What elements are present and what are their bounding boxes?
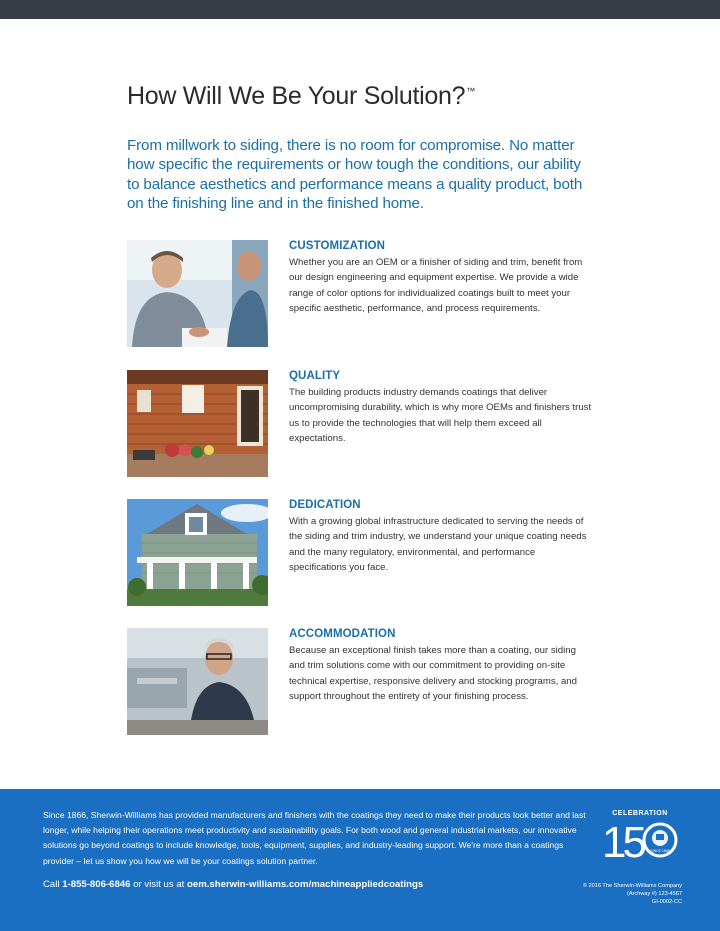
phone-number[interactable]: 1-855-806-6846 [62,879,131,890]
section-body: With a growing global infrastructure dedicated to serving the needs of the siding and trim industry, we understand your unique coating needs and the many regulatory, environmental, and performance specifications you face. [289,516,587,574]
svg-text:15: 15 [602,818,643,867]
document-code: GI-0002-CC [651,899,682,906]
top-bar [0,0,720,19]
footer [0,789,720,931]
section-heading: CUSTOMIZATION [289,240,386,252]
customization-photo [127,240,268,347]
section-quality [127,370,607,485]
footer-contact [43,879,423,890]
website-link[interactable]: oem.sherwin-williams.com/machineappliedcoatings [187,879,424,890]
trademark-mark: ™ [466,86,475,96]
section-body: The building products industry demands coatings that deliver uncompromising durability, which is why more OEMs and finishers trust us to provide the technologies that will help them exceed all expectations. [289,387,592,445]
section-customization [127,240,607,355]
quality-photo [127,370,268,477]
section-body: Because an exceptional finish takes more than a coating, our siding and trim solutions come with our commitment to providing on-site technical expertise, responsive delivery and stocking programs, and support throughout the entirety of your finishing process. [289,645,577,703]
section-heading: DEDICATION [289,499,361,511]
section-heading: QUALITY [289,370,341,382]
section-body: Whether you are an OEM or a finisher of siding and trim, benefit from our design engineering and equipment expertise. We provide a wide range of color options for individualized coatings built to meet your specific aesthetic, performance, and process requirements. [289,257,583,315]
page-title [127,82,475,111]
section-dedication [127,499,607,614]
section-accommodation [127,628,607,743]
intro-paragraph: From millwork to siding, there is no room for compromise. No matter how specific the requirements or how tough the conditions, our ability to balance aesthetics and performance means a quality product, both on the finishing line and in the finished home. [127,137,583,213]
svg-text:CELEBRATION: CELEBRATION [612,810,668,817]
call-label: Call [43,879,60,890]
celebration-150-logo [600,807,680,867]
section-heading: ACCOMMODATION [289,628,396,640]
visit-label: or visit us at [133,879,185,890]
footer-about-text: Since 1866, Sherwin-Williams has provided manufacturers and finishers with the coatings they need to make their products look better and last longer, while helping their operations meet productivity and sustainability goals. For both wood and general industrial markets, our innovative solutions go beyond coatings to include knowledge, tools, equipment, supplies, and industry-leading support. We're more than a coatings provider – let us show you how we will be your coatings solution partner. [43,810,586,866]
accommodation-photo [127,628,268,735]
footer-legal [583,882,682,907]
page-title-text: How Will We Be Your Solution? [127,82,466,110]
svg-text:SINCE 1866: SINCE 1866 [650,849,670,853]
archway-number: (Archway #) 123-4567 [626,891,682,898]
copyright-text: © 2016 The Sherwin-Williams Company [582,883,682,889]
dedication-photo [127,499,268,606]
